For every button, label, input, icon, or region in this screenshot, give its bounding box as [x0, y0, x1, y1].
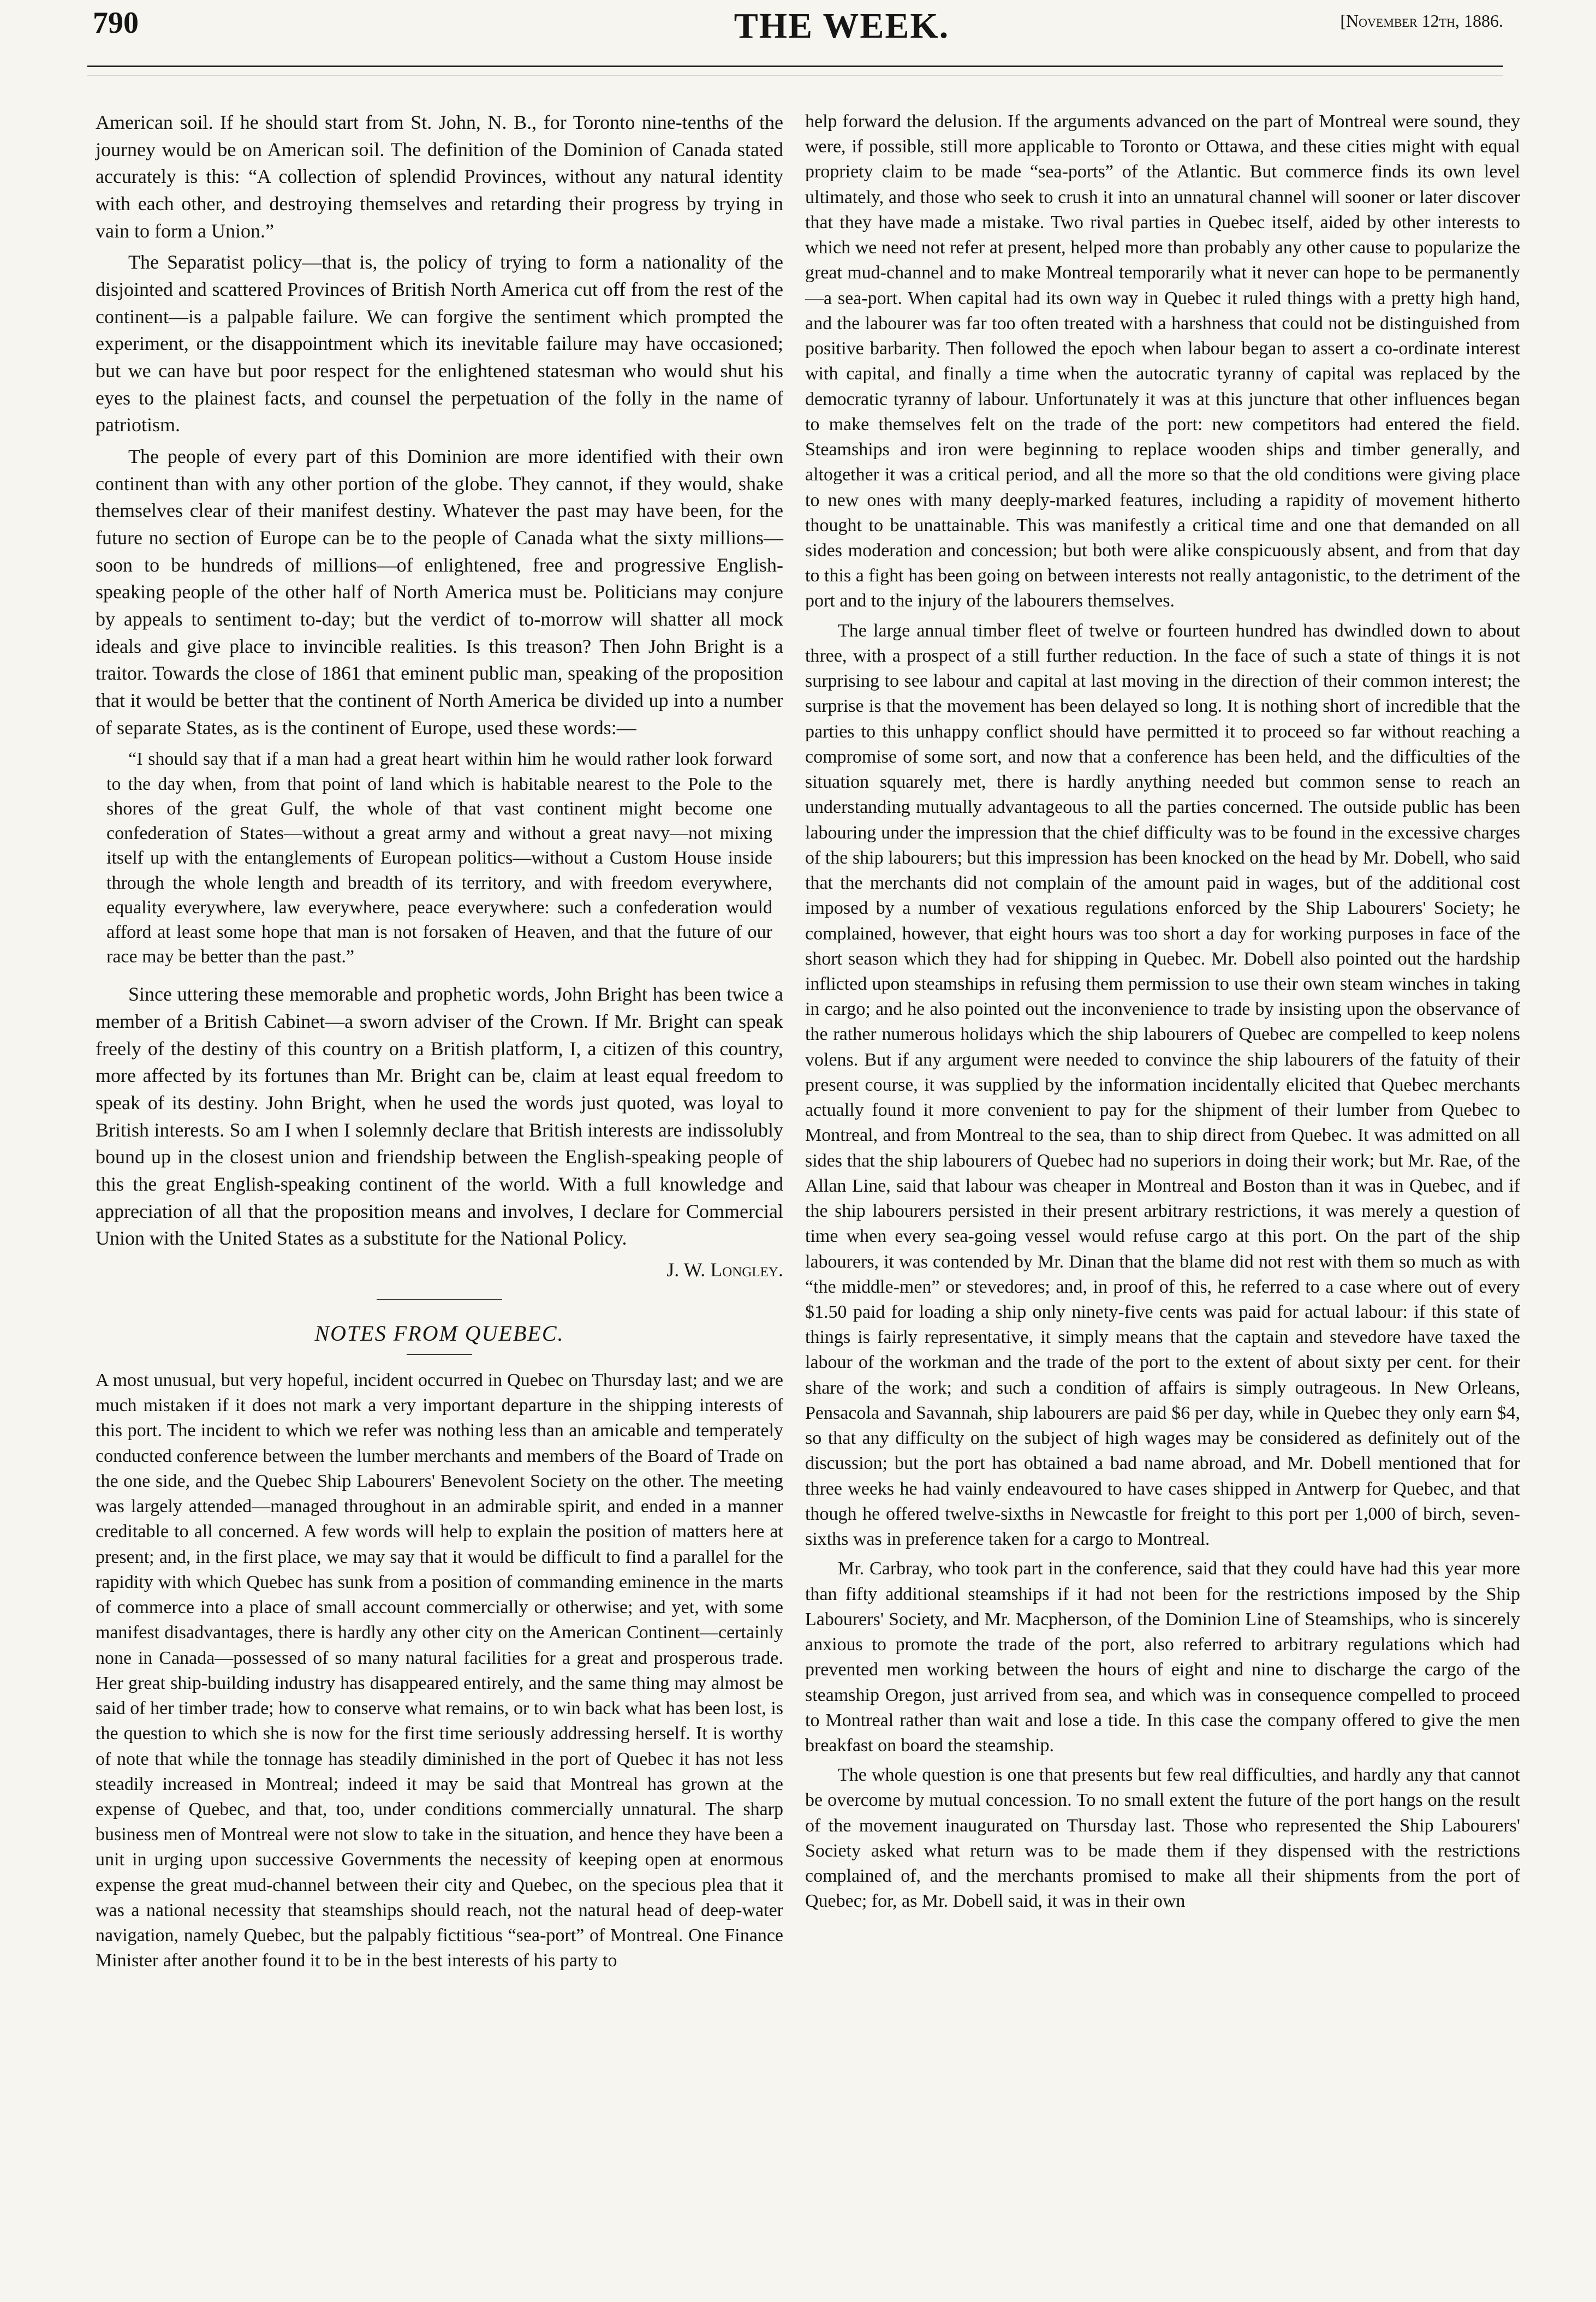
right-column [805, 109, 1520, 2226]
paragraph: help forward the delusion. If the arguments advanced on the part of Montreal were sound, they were, if possible, still more applicable to Toronto or Ottawa, and these cities might with equal propriety claim to be made “sea-ports” of the Atlantic. But commerce finds its own level ultimately, and those who seek to crush it into an unnatural channel will sooner or later discover that they have made a mistake. Two rival parties in Quebec itself, aided by other interests to which we need not refer at present, helped more than probably any other cause to popularize the great mud-channel and to make Montreal temporarily what it never can hope to be permanently—a sea-port. When capital had its own way in Quebec it ruled things with a pretty high hand, and the labourer was far too often treated with a harshness that could not be distinguished from positive barbarity. Then followed the epoch when labour began to assert a co-ordinate interest with capital, and finally a time when the autocratic tyranny of capital was replaced by the democratic tyranny of labour. Unfortunately it was at this juncture that other influences began to make themselves felt on the trade of the port: new competitors had entered the field. Steamships and iron were beginning to replace wooden ships and timber generally, and altogether it was a critical period, and all the more so that the old conditions were giving place to new ones with many deeply-marked features, including a rapidity of movement hitherto thought to be unattainable. This was manifestly a critical time and one that demanded on all sides moderation and concession; but both were alike conspicuously absent, and from that day to this a fight has been going on between interests not really antagonistic, to the detriment of the port and to the injury of the labourers themselves. [805, 111, 1520, 611]
issue-date: [November 12th, 1886. [1340, 11, 1503, 31]
quote-text: “I should say that if a man had a great heart within him he would rather look forward to the day when, from that point of land which is habitable nearest to the Pole to the shores of the great Gulf, the whole of that vast continent might become one confederation of States—without a great army and without a great navy—not mixing itself up with the entanglements of European politics—without a Custom House inside through the whole length and breadth of its territory, and with freedom everywhere, equality everywhere, law everywhere, peace everywhere: such a confederation would afford at least some hope that man is not forsaken of Heaven, and that the future of our race may be better than the past.” [106, 749, 772, 967]
masthead-title: THE WEEK. [734, 6, 950, 46]
section-divider [377, 1299, 502, 1300]
left-column [96, 109, 783, 2226]
paragraph: The people of every part of this Dominion are more identified with their own continent than with any other portion of the globe. They cannot, if they would, shake themselves clear of their manifest destiny. Whatever the past may have been, for the future no section of Europe can be to the people of Canada what the sixty millions—soon to be hundreds of millions—of enlightened, free and progressive English-speaking people of the other half of North America must be. Politicians may conjure by appeals to sentiment to-day; but the verdict of to-morrow will shatter all mock ideals and give place to invincible realities. Is this treason? Then John Bright is a traitor. Towards the close of 1861 that eminent public man, speaking of the proposition that it would be better that the continent of North America be divided up into a number of separate States, as is the continent of Europe, used these words:— [96, 445, 783, 739]
paragraph: American soil. If he should start from St. John, N. B., for Toronto nine-tenths of the journey would be on American soil. The definition of the Dominion of Canada stated accurately is this: “A collection of splendid Provinces, without any natural identity with each other, and destroying themselves and retarding their progress by trying in vain to form a Union.” [96, 111, 783, 242]
block-quote [96, 747, 783, 969]
author-signature: J. W. Longley. [666, 1259, 783, 1281]
paragraph: Since uttering these memorable and prophetic words, John Bright has been twice a member of a British Cabinet—a sworn adviser of the Crown. If Mr. Bright can speak freely of the destiny of this country on a British platform, I, a citizen of this country, more affected by its fortunes than Mr. Bright can be, claim at least equal freedom to speak of its destiny. John Bright, when he used the words just quoted, was loyal to British interests. So am I when I solemnly declare that British interests are indissolubly bound up in the closest union and friendship between the English-speaking people of this the great English-speaking continent of the world. With a full knowledge and appreciation of all that the proposition means and involves, I declare for Commercial Union with the United States as a substitute for the National Policy. [96, 983, 783, 1250]
section-title-text: NOTES FROM QUEBEC. [314, 1320, 564, 1346]
section-title-underline [407, 1354, 472, 1355]
section-body [96, 1368, 783, 1974]
paragraph: Mr. Carbray, who took part in the conference, said that they could have had this year more than fifty additional steamships if it had not been for the restrictions imposed by the Ship Labourers' Society, and Mr. Macpherson, of the Dominion Line of Steamships, who is sincerely anxious to promote the trade of the port, also referred to arbitrary regulations which had prevented men working between the hours of eight and nine to discharge the cargo of the steamship Oregon, just arrived from sea, and which was in consequence compelled to proceed to Montreal rather than wait and lose a tide. In this case the company offered to give the men breakfast on board the steamship. [805, 1559, 1520, 1756]
paragraph: A most unusual, but very hopeful, incident occurred in Quebec on Thursday last; and we are much mistaken if it does not mark a very important departure in the shipping interests of this port. The incident to which we refer was nothing less than an amicable and temperately conducted conference between the lumber merchants and members of the Board of Trade on the one side, and the Quebec Ship Labourers' Benevolent Society on the other. The meeting was largely attended—managed throughout in an admirable spirit, and ended in a manner creditable to all concerned. A few words will help to explain the position of matters here at present; and, in the first place, we may say that it would be difficult to find a parallel for the rapidity with which Quebec has sunk from a position of commanding eminence in the marts of commerce into a place of small account commercially or otherwise; and yet, with some manifest disadvantages, there is hardly any other city on the American Continent—certainly none in Canada—possessed of so many natural facilities for a great and prosperous trade. Her great ship-building industry has disappeared entirely, and the same thing may almost be said of her timber trade; how to conserve what remains, or to win back what has been lost, is the question to which she is now for the first time seriously addressing herself. It is worthy of note that while the tonnage has steadily diminished in the port of Quebec it has not less steadily increased in Montreal; indeed it may be said that Montreal has grown at the expense of Quebec, and that, too, under conditions commercially unnatural. The sharp business men of Montreal were not slow to take in the situation, and hence they have been a unit in urging upon successive Governments the necessity of keeping open at enormous expense the great mud-channel between their city and Quebec, on the specious plea that it was a national necessity that steamships should reach, not the natural head of deep-water navigation, namely Quebec, but the palpably fictitious “sea-port” of Montreal. One Finance Minister after another found it to be in the best interests of his party to [96, 1370, 783, 1971]
page-number: 790 [93, 6, 139, 40]
page-header [87, 0, 1596, 93]
header-rule [87, 66, 1503, 75]
paragraph: The large annual timber fleet of twelve or fourteen hundred has dwindled down to about three, with a prospect of a still further reduction. In the face of such a state of things it is not surprising to see labour and capital at last moving in the direction of their common interest; the surprise is that the movement has been delayed so long. It is nothing short of incredible that the parties to this unhappy conflict should have permitted it to proceed so far without reaching a compromise of some sort, and now that a conference has been held, and the difficulties of the situation squarely met, there is hardly anything needed but common sense to reach an understanding mutually advantageous to all the parties concerned. The outside public has been labouring under the impression that the chief difficulty was to be found in the excessive charges of the ship labourers; but this impression has been knocked on the head by Mr. Dobell, who said that the merchants did not complain of the amount paid in wages, but of the additional cost imposed by a number of vexatious regulations enforced by the Ship Labourers' Society; he complained, however, that eight hours was too short a day for working purposes in face of the short season which they had for shipping in Quebec. Mr. Dobell also pointed out the hardship inflicted upon steamships in refusing them permission to use their own steam winches in taking in cargo; and he also pointed out the inconvenience to trade by insisting upon the observance of the rather numerous holidays which the ship labourers of Quebec are compelled to keep nolens volens. But if any argument were needed to convince the ship labourers of the fatuity of their present course, it was supplied by the information incidentally elicited that Quebec merchants actually found it more convenient to pay for the shipment of their lumber from Quebec to Montreal, and from Montreal to the sea, than to ship direct from Quebec. It was admitted on all sides that the ship labourers of Quebec had no superiors in doing their work; but Mr. Rae, of the Allan Line, said that labour was cheaper in Montreal and Boston than it was in Quebec, and if the ship labourers persisted in their present arbitrary restrictions, it was merely a question of time when every sea-going vessel would refuse cargo at this port. On the part of the ship labourers, it was contended by Mr. Dinan that the blame did not rest with them so much as with “the middle-men” or stevedores; and, in proof of this, he referred to a case where out of every $1.50 paid for loading a ship only ninety-five cents was paid for actual labour: if this state of things is fairly representative, it simply means that the captain and stevedore have taxed the labour of the workman and the trade of the port to the extent of about sixty per cent. for their share of the work; and such a condition of affairs is simply outrageous. In New Orleans, Pensacola and Savannah, ship labourers are paid $6 per day, while in Quebec they only earn $4, so that any difficulty on the subject of high wages may be considered as definitely out of the discussion; but the port has obtained a bad name abroad, and Mr. Dobell mentioned that for three weeks he had vainly endeavoured to have cases shipped in Antwerp for Quebec, and that though he offered twelve-sixths in Newcastle for freight to this port per 1,000 of birch, seven-sixths was in preference taken for a cargo to Montreal. [805, 620, 1520, 1550]
section-title [96, 1318, 783, 1355]
paragraph: The whole question is one that presents but few real difficulties, and hardly any that cannot be overcome by mutual concession. To no small extent the future of the port hangs on the result of the movement inaugurated on Thursday last. Those who represented the Ship Labourers' Society asked what return was to be made them if they dispensed with the restrictions complained of, and the merchants promised to make all their shipments from the port of Quebec; for, as Mr. Dobell said, it was in their own [805, 1765, 1520, 1912]
paragraph: The Separatist policy—that is, the policy of trying to form a nationality of the disjointed and scattered Provinces of British North America cut off from the rest of the continent—is a palpable failure. We can forgive the sentiment which prompted the experiment, or the disappointment which its inevitable failure may have occasioned; but we can have but poor respect for the enlightened statesman who would shut his eyes to the plainest facts, and counsel the perpetuation of the folly in the name of patriotism. [96, 251, 783, 436]
